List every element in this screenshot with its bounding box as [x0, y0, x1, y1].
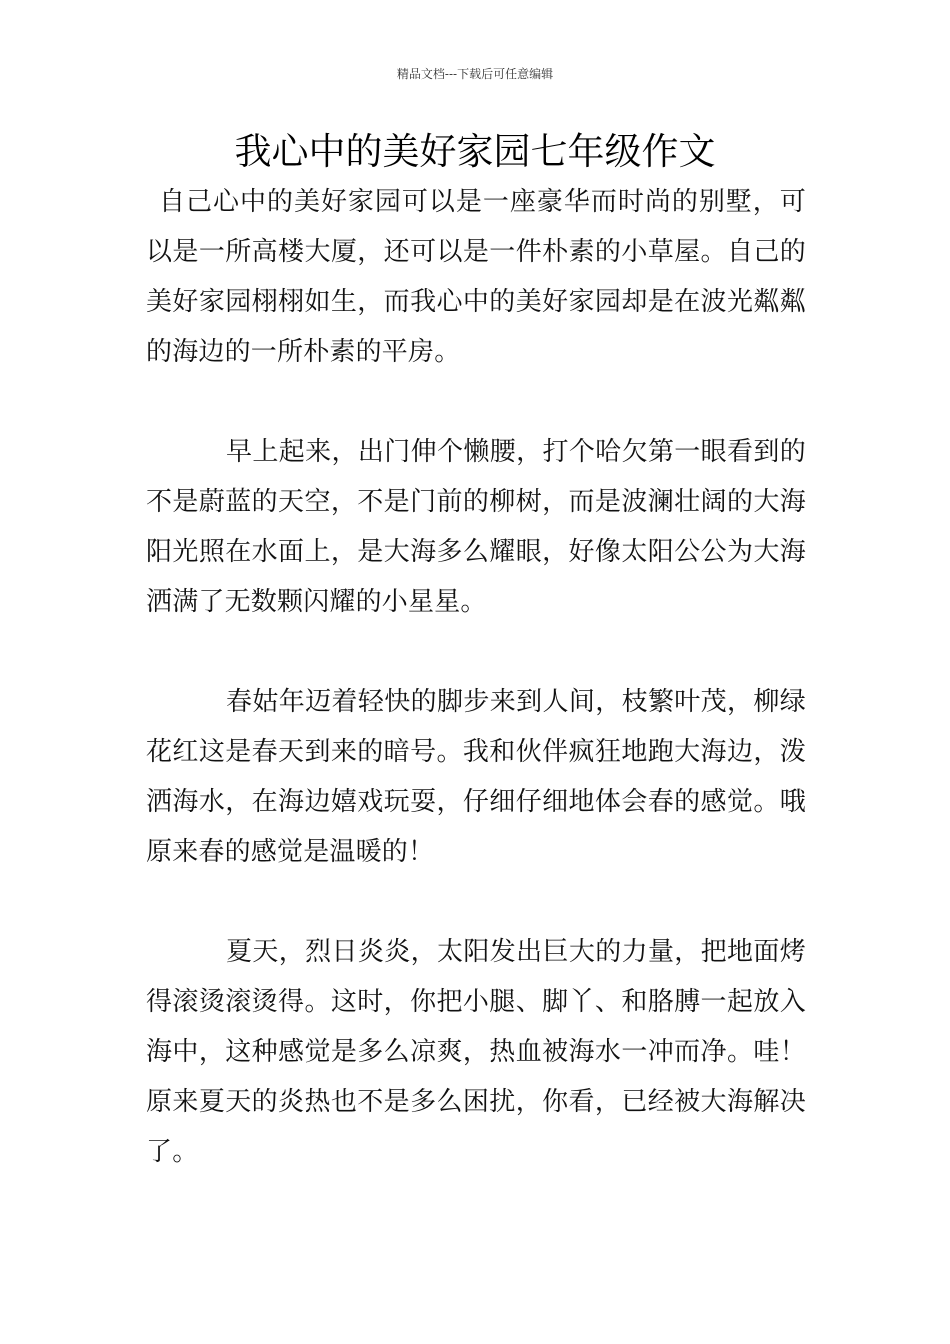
paragraph-3: 春姑年迈着轻快的脚步来到人间，枝繁叶茂，柳绿花红这是春天到来的暗号。我和伙伴疯狂地跑大海边，泼洒海水，在海边嬉戏玩耍，仔细仔细地体会春的感觉。哦原来春的感觉是温暖的！ — [146, 687, 806, 867]
paragraph-4: 夏天，烈日炎炎，太阳发出巨大的力量，把地面烤得滚烫滚烫得。这时，你把小腿、脚丫、和胳膊一起放入海中，这种感觉是多么凉爽，热血被海水一冲而净。哇！原来夏天的炎热也不是多么困扰，你看，已经被大海解决了。 — [146, 937, 806, 1167]
document-title: 我心中的美好家园七年级作文 — [234, 130, 716, 173]
paragraph-2: 早上起来，出门伸个懒腰，打个哈欠第一眼看到的不是蔚蓝的天空，不是门前的柳树，而是波澜壮阔的大海阳光照在水面上，是大海多么耀眼，好像太阳公公为大海洒满了无数颗闪耀的小星星。 — [146, 437, 806, 617]
paragraph-1: 自己心中的美好家园可以是一座豪华而时尚的别墅，可以是一所高楼大厦，还可以是一件朴素的小草屋。自己的美好家园栩栩如生，而我心中的美好家园却是在波光粼粼的海边的一所朴素的平房。 — [146, 187, 806, 367]
header-note: 精品文档---下载后可任意编辑 — [396, 67, 554, 81]
document-body — [146, 177, 806, 1227]
